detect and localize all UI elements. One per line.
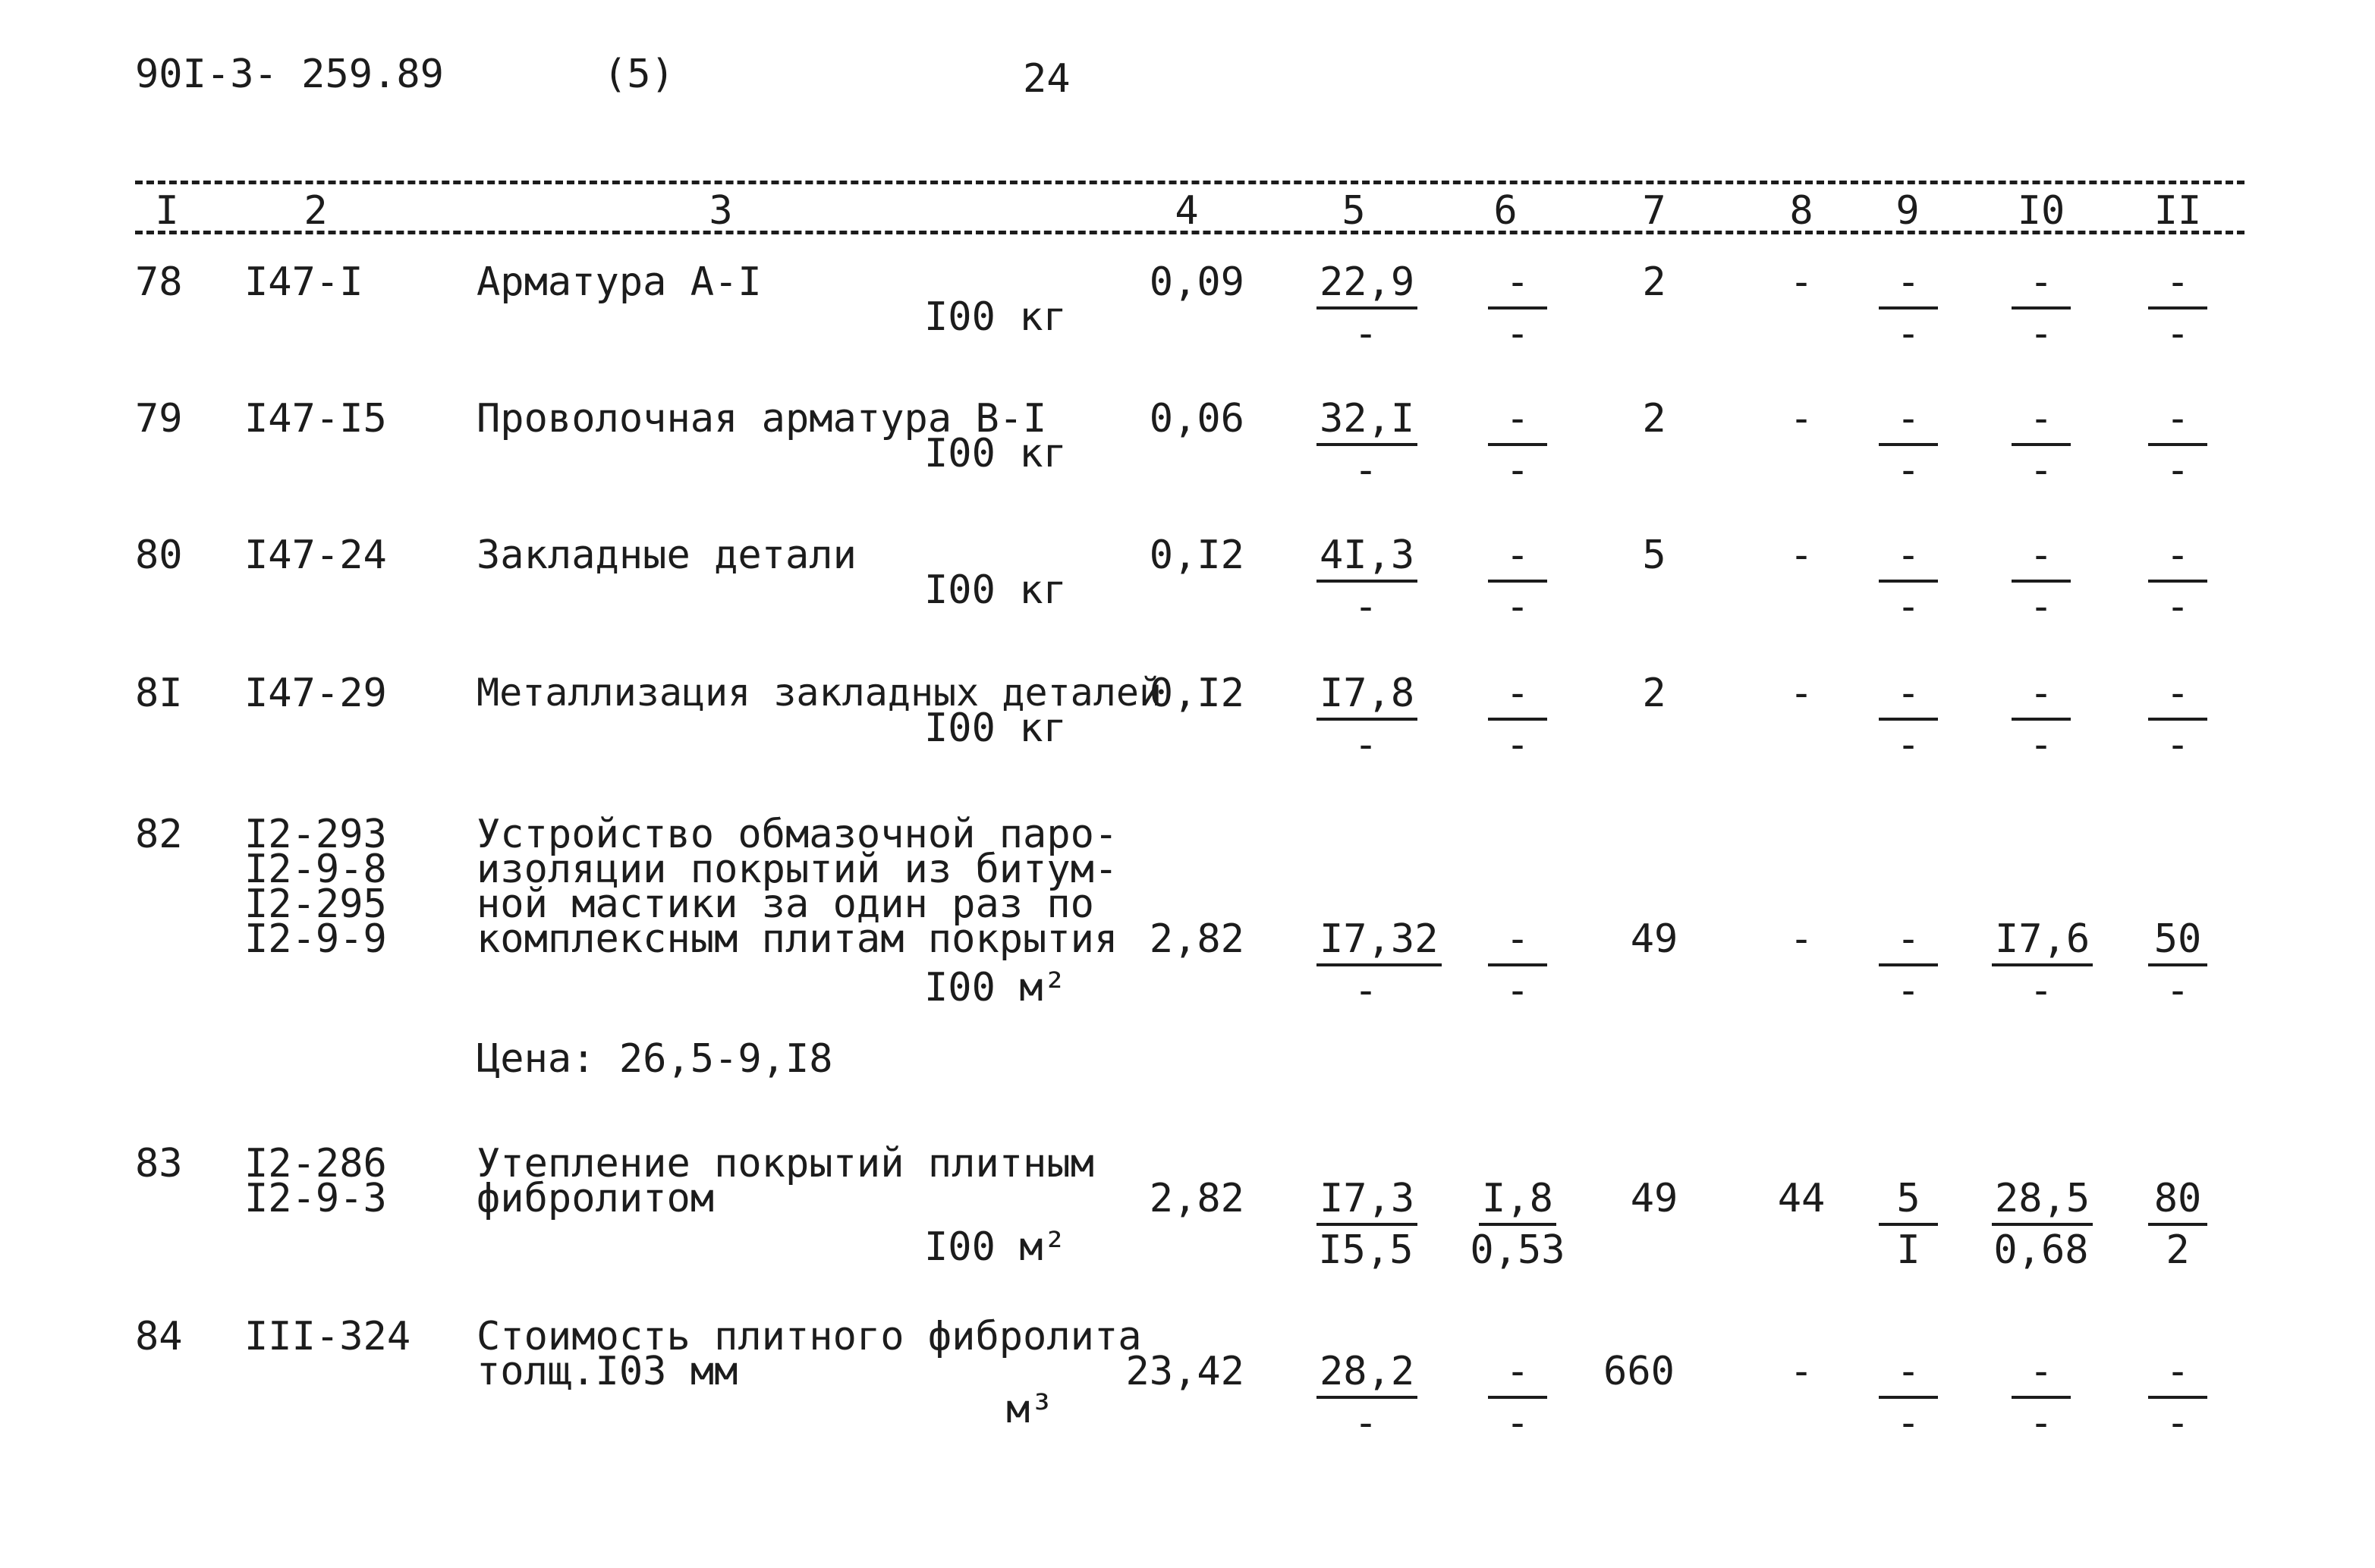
column-header: 2 xyxy=(304,188,328,234)
col11-top: 50 xyxy=(2148,919,2207,966)
work-description: ной мастики за один раз по xyxy=(477,881,1094,927)
price-code: I2-9-9 xyxy=(244,916,387,962)
col11-bottom: - xyxy=(2166,584,2190,630)
col6-top: - xyxy=(1488,399,1547,446)
col6-top: - xyxy=(1488,536,1547,583)
column-header: I0 xyxy=(2017,188,2065,234)
price-note: Цена: 26,5-9,I8 xyxy=(477,1036,833,1082)
quantity: 0,09 xyxy=(1149,259,1244,305)
col6-bottom: - xyxy=(1505,722,1530,768)
col5-fraction xyxy=(1316,671,1415,768)
col9-bottom: - xyxy=(1896,448,1920,493)
col10-bottom: - xyxy=(2029,722,2053,768)
col7-value: 5 xyxy=(1642,533,1666,578)
row-number: 78 xyxy=(135,259,183,305)
col9-bottom: I xyxy=(1896,1227,1920,1273)
work-description: Металлизация закладных деталей xyxy=(477,671,1162,715)
header-rule-top xyxy=(135,181,2244,184)
col11-fraction xyxy=(2128,259,2227,357)
col6-fraction xyxy=(1468,396,1567,493)
col11-bottom: - xyxy=(2166,968,2190,1013)
col9-bottom: - xyxy=(1896,311,1920,357)
col9-bottom: - xyxy=(1896,1400,1920,1446)
col8-value: - xyxy=(1789,533,1813,578)
col7-value: 49 xyxy=(1630,916,1678,962)
col7-value: 49 xyxy=(1630,1176,1678,1221)
col11-top: - xyxy=(2148,1352,2207,1399)
col5-top: 32,I xyxy=(1316,399,1417,446)
col11-bottom: - xyxy=(2166,722,2190,768)
column-header: 4 xyxy=(1175,188,1199,234)
col11-top: - xyxy=(2148,674,2207,721)
price-code: I2-9-8 xyxy=(244,847,387,892)
col7-value: 660 xyxy=(1603,1349,1675,1394)
col6-fraction xyxy=(1468,916,1567,1013)
column-header: 8 xyxy=(1789,188,1813,234)
col6-bottom: - xyxy=(1505,448,1530,493)
work-description: Закладные детали xyxy=(477,533,857,578)
row-number: 84 xyxy=(135,1314,183,1359)
work-description: толщ.I03 мм xyxy=(477,1349,738,1394)
col9-bottom: - xyxy=(1896,968,1920,1013)
col9-top: - xyxy=(1879,919,1938,966)
column-header: 3 xyxy=(709,188,733,234)
col10-fraction xyxy=(1992,1176,2090,1273)
quantity: 23,42 xyxy=(1125,1349,1244,1394)
unit: I00 кг xyxy=(924,431,1067,476)
column-header: II xyxy=(2153,188,2202,234)
price-code: I47-24 xyxy=(244,533,387,578)
col10-fraction xyxy=(1992,396,2090,493)
col9-top: - xyxy=(1879,674,1938,721)
col10-top: - xyxy=(2012,1352,2071,1399)
col10-fraction xyxy=(1992,259,2090,357)
col5-bottom: - xyxy=(1354,448,1378,493)
work-description: Проволочная арматура В-I xyxy=(477,396,1047,441)
col6-bottom: - xyxy=(1505,584,1530,630)
col5-top: I7,3 xyxy=(1316,1179,1417,1226)
col5-fraction xyxy=(1316,1349,1415,1446)
quantity: 0,06 xyxy=(1149,396,1244,441)
col10-bottom: - xyxy=(2029,311,2053,357)
col11-bottom: - xyxy=(2166,1400,2190,1446)
price-code: I2-286 xyxy=(244,1141,387,1186)
col11-fraction xyxy=(2128,671,2227,768)
unit: I00 кг xyxy=(924,567,1067,613)
work-description: Утепление покрытий плитным xyxy=(477,1141,1094,1186)
price-code: I47-I xyxy=(244,259,363,305)
col10-top: 28,5 xyxy=(1992,1179,2093,1226)
col7-value: 2 xyxy=(1642,671,1666,716)
col10-bottom: - xyxy=(2029,968,2053,1013)
col5-fraction xyxy=(1316,396,1415,493)
row-number: 79 xyxy=(135,396,183,441)
col6-top: - xyxy=(1488,674,1547,721)
col11-fraction xyxy=(2128,1349,2227,1446)
col5-bottom: I5,5 xyxy=(1318,1227,1414,1273)
col9-fraction xyxy=(1859,1349,1958,1446)
unit: I00 м² xyxy=(924,965,1067,1010)
col9-top: - xyxy=(1879,1352,1938,1399)
col6-fraction xyxy=(1468,533,1567,630)
col6-bottom: - xyxy=(1505,311,1530,357)
sheet-tag: (5) xyxy=(603,52,675,97)
col6-top: - xyxy=(1488,262,1547,310)
work-description: Стоимость плитного фибролита xyxy=(477,1314,1142,1359)
price-code: I2-295 xyxy=(244,881,387,927)
col5-top: I7,8 xyxy=(1316,674,1417,721)
unit: I00 кг xyxy=(924,294,1067,340)
col6-fraction xyxy=(1468,259,1567,357)
col9-top: 5 xyxy=(1879,1179,1938,1226)
col5-fraction xyxy=(1316,533,1415,630)
col10-top: - xyxy=(2012,674,2071,721)
col9-fraction xyxy=(1859,916,1958,1013)
col6-top: I,8 xyxy=(1479,1179,1556,1226)
col11-fraction xyxy=(2128,396,2227,493)
row-number: 82 xyxy=(135,812,183,857)
col5-top: 28,2 xyxy=(1316,1352,1417,1399)
col8-value: - xyxy=(1789,259,1813,305)
col11-top: - xyxy=(2148,536,2207,583)
col5-bottom: - xyxy=(1354,1400,1378,1446)
row-number: 80 xyxy=(135,533,183,578)
col10-top: - xyxy=(2012,399,2071,446)
col8-value: - xyxy=(1789,396,1813,441)
col10-fraction xyxy=(1992,1349,2090,1446)
unit: м³ xyxy=(1006,1387,1054,1432)
price-code: I2-9-3 xyxy=(244,1176,387,1221)
col6-fraction xyxy=(1468,1176,1567,1273)
col8-value: - xyxy=(1789,916,1813,962)
quantity: 0,I2 xyxy=(1149,671,1244,716)
work-description: Арматура А-I xyxy=(477,259,762,305)
col10-top: - xyxy=(2012,262,2071,310)
col10-top: I7,6 xyxy=(1992,919,2093,966)
col5-bottom: - xyxy=(1354,968,1378,1013)
quantity: 2,82 xyxy=(1149,916,1244,962)
col9-top: - xyxy=(1879,399,1938,446)
col6-bottom: 0,53 xyxy=(1470,1227,1565,1273)
col8-value: 44 xyxy=(1777,1176,1826,1221)
col9-top: - xyxy=(1879,536,1938,583)
col11-top: 80 xyxy=(2148,1179,2207,1226)
col11-fraction xyxy=(2128,916,2227,1013)
col7-value: 2 xyxy=(1642,259,1666,305)
work-description: комплексным плитам покрытия xyxy=(477,916,1118,962)
col5-fraction xyxy=(1316,1176,1415,1273)
document-code: 90I-3- 259.89 xyxy=(135,52,444,97)
col10-bottom: - xyxy=(2029,448,2053,493)
col11-bottom: - xyxy=(2166,448,2190,493)
quantity: 0,I2 xyxy=(1149,533,1244,578)
col5-top: 22,9 xyxy=(1316,262,1417,310)
col9-fraction xyxy=(1859,533,1958,630)
col9-fraction xyxy=(1859,259,1958,357)
column-header: 9 xyxy=(1895,188,1920,234)
row-number: 8I xyxy=(135,671,183,716)
col5-fraction xyxy=(1316,916,1439,1013)
col5-top: I7,32 xyxy=(1316,919,1442,966)
work-description: изоляции покрытий из битум- xyxy=(477,847,1118,892)
col11-top: - xyxy=(2148,399,2207,446)
price-code: I47-I5 xyxy=(244,396,387,441)
col9-fraction xyxy=(1859,396,1958,493)
col6-top: - xyxy=(1488,919,1547,966)
unit: I00 м² xyxy=(924,1224,1067,1270)
col9-bottom: - xyxy=(1896,722,1920,768)
work-description: Устройство обмазочной паро- xyxy=(477,812,1118,857)
price-code: I2-293 xyxy=(244,812,387,857)
col9-fraction xyxy=(1859,1176,1958,1273)
col9-bottom: - xyxy=(1896,584,1920,630)
col10-top: - xyxy=(2012,536,2071,583)
col9-top: - xyxy=(1879,262,1938,310)
col7-value: 2 xyxy=(1642,396,1666,441)
col5-bottom: - xyxy=(1354,584,1378,630)
col6-bottom: - xyxy=(1505,968,1530,1013)
col5-fraction xyxy=(1316,259,1415,357)
col11-bottom: - xyxy=(2166,311,2190,357)
col10-fraction xyxy=(1992,916,2090,1013)
col6-top: - xyxy=(1488,1352,1547,1399)
col11-bottom: 2 xyxy=(2166,1227,2190,1273)
col10-bottom: - xyxy=(2029,1400,2053,1446)
price-code: III-324 xyxy=(244,1314,411,1359)
row-number: 83 xyxy=(135,1141,183,1186)
col6-bottom: - xyxy=(1505,1400,1530,1446)
col8-value: - xyxy=(1789,671,1813,716)
col11-fraction xyxy=(2128,1176,2227,1273)
col10-fraction xyxy=(1992,533,2090,630)
col11-top: - xyxy=(2148,262,2207,310)
page-number: 24 xyxy=(1023,56,1071,102)
col5-bottom: - xyxy=(1354,311,1378,357)
col6-fraction xyxy=(1468,671,1567,768)
column-header: 7 xyxy=(1642,188,1666,234)
col10-bottom: - xyxy=(2029,584,2053,630)
col9-fraction xyxy=(1859,671,1958,768)
col8-value: - xyxy=(1789,1349,1813,1394)
unit: I00 кг xyxy=(924,705,1067,751)
work-description: фибролитом xyxy=(477,1176,715,1221)
column-header: I xyxy=(155,188,179,234)
col5-bottom: - xyxy=(1354,722,1378,768)
price-code: I47-29 xyxy=(244,671,387,716)
quantity: 2,82 xyxy=(1149,1176,1244,1221)
col11-fraction xyxy=(2128,533,2227,630)
col10-fraction xyxy=(1992,671,2090,768)
col6-fraction xyxy=(1468,1349,1567,1446)
col5-top: 4I,3 xyxy=(1316,536,1417,583)
column-header: 5 xyxy=(1342,188,1366,234)
column-header: 6 xyxy=(1493,188,1518,234)
col10-bottom: 0,68 xyxy=(1993,1227,2089,1273)
